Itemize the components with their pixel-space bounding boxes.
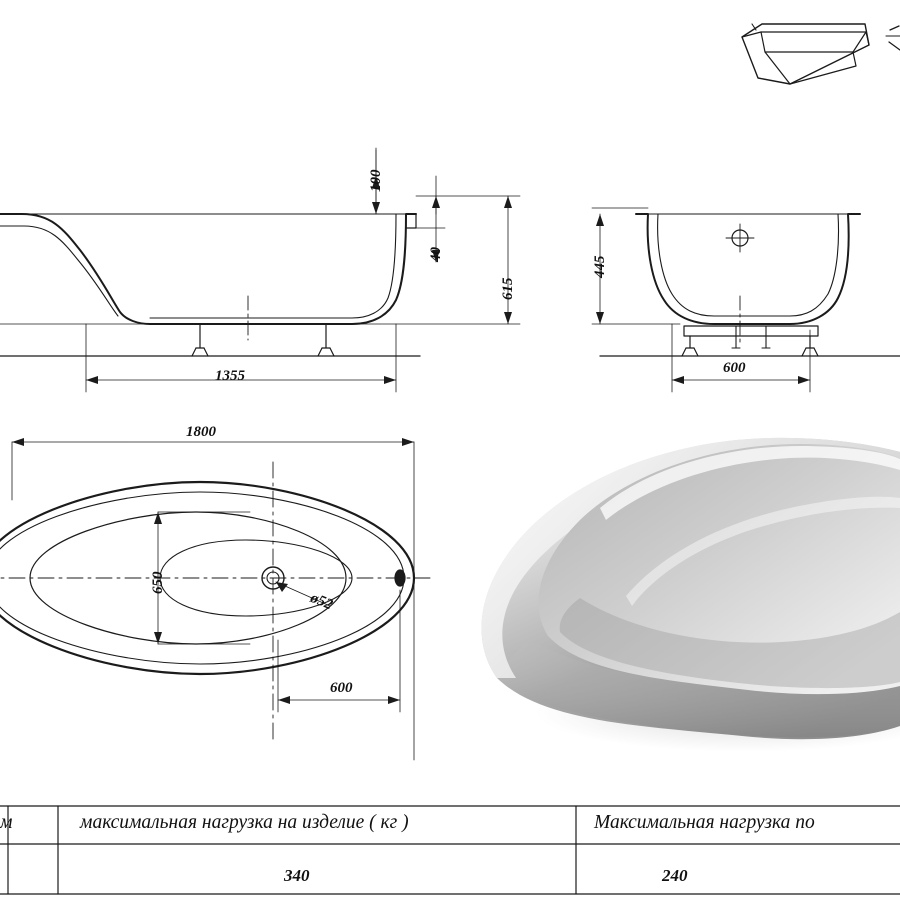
end-dim-arrows: [596, 214, 810, 384]
dim-label-615: 615: [500, 277, 516, 300]
table-value-load-product: 340: [284, 866, 310, 885]
dim-label-445: 445: [592, 255, 608, 278]
dim-label-100: 100: [368, 169, 384, 192]
end-dimensions: [592, 208, 810, 392]
dim-label-600-end: 600: [723, 360, 746, 376]
plan-center-lines: [0, 462, 430, 740]
side-dim-arrows: [86, 176, 512, 384]
dim-label-1800: 1800: [186, 424, 216, 440]
side-section-view: [0, 214, 420, 356]
dim-label-600-plan: 600: [330, 680, 353, 696]
dim-label-1355: 1355: [215, 368, 245, 384]
table-header-load-product: максимальная нагрузка на изделие ( кг ): [80, 812, 409, 833]
dim-label-diameter-52: ø52: [308, 590, 335, 614]
end-section-view: [600, 214, 900, 356]
side-center-mark: [228, 296, 268, 340]
dim-label-650: 650: [150, 571, 166, 594]
table-header-left: м: [0, 812, 13, 833]
table-value-load-support: 240: [662, 866, 688, 885]
table-header-load-support: Максимальная нагрузка по: [594, 812, 815, 833]
plan-dimensions: [12, 442, 414, 760]
dim-label-40: 40: [428, 247, 444, 262]
isometric-view: [742, 24, 900, 84]
